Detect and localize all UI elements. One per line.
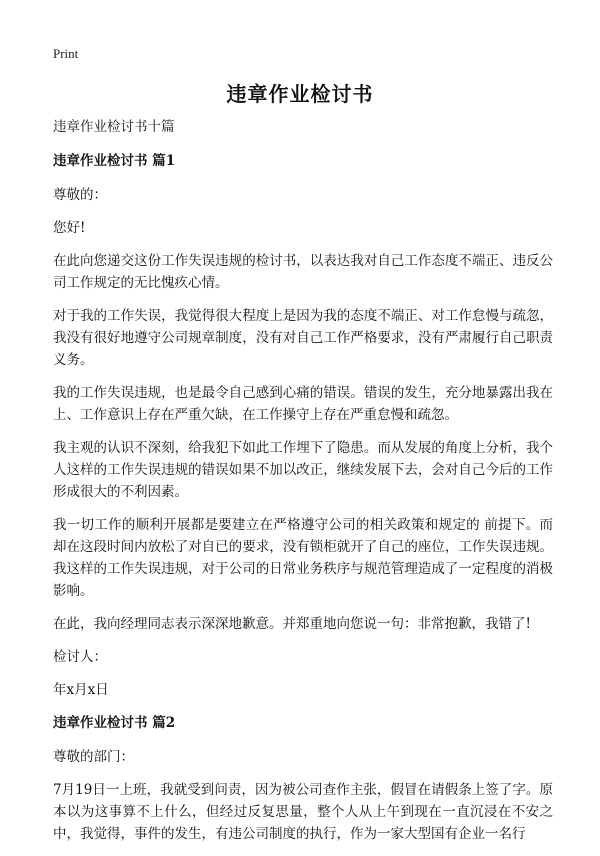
document-subtitle: 违章作业检讨书十篇 [53, 119, 175, 135]
print-label: Print [53, 46, 79, 61]
section2-heading: 违章作业检讨书 篇2 [53, 715, 176, 731]
document-title: 违章作业检讨书 [226, 82, 374, 106]
section1-paragraph: 在此向您递交这份工作失误违规的检讨书，以表达我对自己工作态度不端正、违反公司工作规定的无比愧疚心情。 [53, 253, 553, 291]
section1-signature-label: 检讨人： [53, 649, 107, 665]
section1-paragraph: 我主观的认识不深刻，给我犯下如此工作埋下了隐患。而从发展的角度上分析，我个人这样的工作失误违规的错误如果不加以改正，继续发展下去，会对自己今后的工作形成很大的不利因素。 [53, 440, 553, 500]
section1-paragraph: 在此，我向经理同志表示深深地歉意。并郑重地向您说一句：非常抱歉，我错了! [53, 616, 531, 632]
section1-greeting: 您好! [53, 220, 86, 236]
section1-salutation: 尊敬的： [53, 187, 107, 203]
section1-paragraph: 对于我的工作失误，我觉得很大程度上是因为我的态度不端正、对工作怠慢与疏忽，我没有很好地遵守公司规章制度，没有对自己工作严格要求，没有严肃履行自己职责义务。 [53, 308, 553, 368]
section1-paragraph: 我一切工作的顺利开展都是要建立在严格遵守公司的相关政策和规定的 前提下。而却在这段时间内放松了对自已的要求，没有锁柜就开了自己的座位，工作失误违规。我这样的工作失误违规，对于公司的日常业务秩序与规范管理造成了一定程度的消极影响。 [53, 517, 553, 599]
document-body [53, 116, 553, 856]
section2-paragraph: 7月19日一上班，我就受到问责，因为被公司查作主张，假冒在请假条上签了字。原本以为这事算不上什么，但经过反复思量，整个人从上午到现在一直沉浸在不安之中，我觉得，事件的发生，有违公司制度的执行，作为一家大型国有企业一名行 [53, 782, 553, 842]
section2-salutation: 尊敬的部门： [53, 749, 134, 765]
section1-heading: 违章作业检讨书 篇1 [53, 153, 176, 169]
section1-date: 年x月x日 [53, 682, 109, 698]
section1-paragraph: 我的工作失误违规，也是最令自己感到心痛的错误。错误的发生，充分地暴露出我在上、工作意识上存在严重欠缺，在工作操守上存在严重怠慢和疏忽。 [53, 385, 553, 423]
